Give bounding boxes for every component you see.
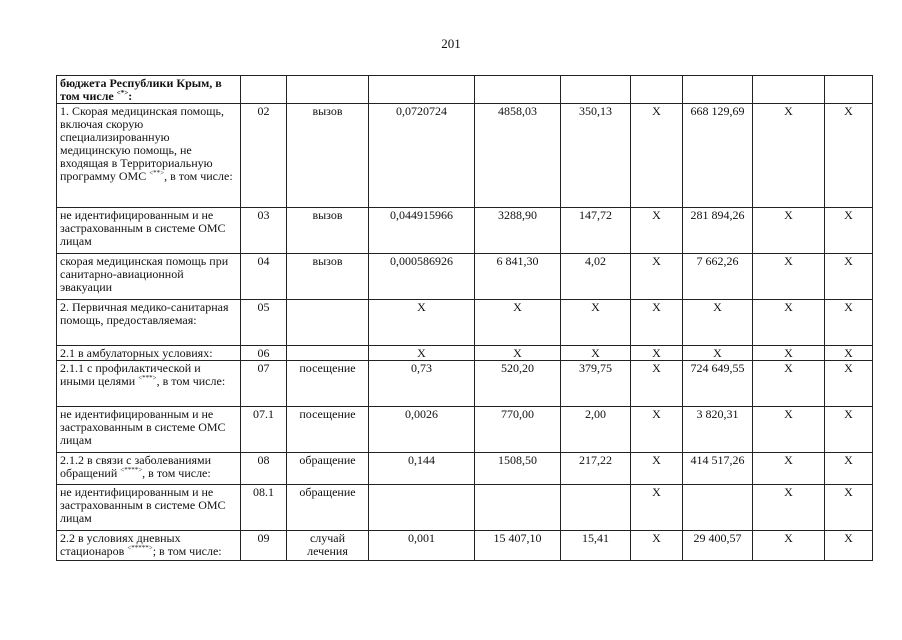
cell-c7: X (825, 254, 873, 300)
cell-c3: 379,75 (561, 361, 631, 407)
cell-c3: 15,41 (561, 531, 631, 561)
table-row (57, 485, 873, 531)
cell-c1: 0,0026 (369, 407, 475, 453)
row-label (57, 361, 241, 407)
cell-c4: X (631, 407, 683, 453)
row-label-text: бюджета Республики Крым, в том числе (60, 76, 222, 103)
cell-code: 07 (241, 361, 287, 407)
cell-c3: 4,02 (561, 254, 631, 300)
cell-c4: X (631, 531, 683, 561)
cell-c2: 1508,50 (475, 453, 561, 485)
cell-c3 (561, 485, 631, 531)
cell-c2: 4858,03 (475, 104, 561, 208)
cell-c4: X (631, 453, 683, 485)
cell-c7 (825, 76, 873, 104)
cell-c2: 3288,90 (475, 208, 561, 254)
cell-code: 03 (241, 208, 287, 254)
table-row (57, 531, 873, 561)
cell-c4: X (631, 104, 683, 208)
cell-c6: X (753, 361, 825, 407)
row-label-tail: , в том числе: (164, 169, 233, 183)
cell-c5: 7 662,26 (683, 254, 753, 300)
cell-c1: 0,73 (369, 361, 475, 407)
cell-c1: 0,044915966 (369, 208, 475, 254)
cell-c3: 217,22 (561, 453, 631, 485)
row-label (57, 407, 241, 453)
footnote-marker: <*****> (127, 544, 153, 552)
cell-unit: вызов (287, 254, 369, 300)
cell-c1: X (369, 346, 475, 361)
cell-c3: X (561, 346, 631, 361)
row-label-text: не идентифицированным и не застрахованным в системе ОМС лицам (60, 407, 226, 447)
row-label (57, 300, 241, 346)
cell-c7: X (825, 104, 873, 208)
cell-c4: X (631, 361, 683, 407)
cell-c1 (369, 76, 475, 104)
cell-c6 (753, 76, 825, 104)
cell-c2 (475, 76, 561, 104)
cell-c5: 668 129,69 (683, 104, 753, 208)
row-label-text: 2. Первичная медико-санитарная помощь, предоставляемая: (60, 300, 229, 327)
cell-c1: 0,144 (369, 453, 475, 485)
cell-c1: X (369, 300, 475, 346)
cell-c7: X (825, 300, 873, 346)
cell-c5: X (683, 346, 753, 361)
footnote-marker: <****> (120, 466, 143, 474)
cell-c7: X (825, 346, 873, 361)
cell-c6: X (753, 485, 825, 531)
cell-code: 08 (241, 453, 287, 485)
table-row (57, 361, 873, 407)
cell-c6: X (753, 407, 825, 453)
cell-c6: X (753, 254, 825, 300)
cell-c6: X (753, 104, 825, 208)
cell-c5 (683, 485, 753, 531)
cell-c4: X (631, 346, 683, 361)
cell-c1: 0,001 (369, 531, 475, 561)
cell-code (241, 76, 287, 104)
cell-c7: X (825, 453, 873, 485)
cell-c7: X (825, 407, 873, 453)
cell-c7: X (825, 208, 873, 254)
table-row (57, 407, 873, 453)
cell-c2: 15 407,10 (475, 531, 561, 561)
cell-c4: X (631, 485, 683, 531)
row-label-tail: , в том числе: (156, 374, 226, 388)
footnote-marker: <***> (138, 374, 157, 382)
cell-unit (287, 346, 369, 361)
table-row (57, 76, 873, 104)
cell-c7: X (825, 531, 873, 561)
page-number: 201 (441, 36, 461, 51)
row-label (57, 76, 241, 104)
table-row (57, 346, 873, 361)
cell-c2: 6 841,30 (475, 254, 561, 300)
cell-unit: посещение (287, 407, 369, 453)
cell-c3: X (561, 300, 631, 346)
cell-c4 (631, 76, 683, 104)
cell-c7: X (825, 361, 873, 407)
row-label (57, 485, 241, 531)
row-label-text: скорая медицинская помощь при санитарно-авиационной эвакуации (60, 254, 229, 294)
cell-c2: X (475, 346, 561, 361)
cell-c2: 520,20 (475, 361, 561, 407)
cell-c2 (475, 485, 561, 531)
row-label-tail: : (128, 89, 133, 103)
cell-c6: X (753, 346, 825, 361)
cell-code: 05 (241, 300, 287, 346)
row-label (57, 208, 241, 254)
cell-c4: X (631, 208, 683, 254)
cell-c5: 724 649,55 (683, 361, 753, 407)
cell-c3: 350,13 (561, 104, 631, 208)
table-row (57, 208, 873, 254)
cell-c5 (683, 76, 753, 104)
cell-code: 02 (241, 104, 287, 208)
cell-c4: X (631, 254, 683, 300)
cell-c5: 414 517,26 (683, 453, 753, 485)
cell-c5: 29 400,57 (683, 531, 753, 561)
row-label (57, 254, 241, 300)
cell-c4: X (631, 300, 683, 346)
cell-unit: обращение (287, 453, 369, 485)
row-label (57, 453, 241, 485)
cell-c6: X (753, 300, 825, 346)
cell-c2: 770,00 (475, 407, 561, 453)
cell-c1 (369, 485, 475, 531)
row-label-text: 2.2 в условиях дневных стационаров (60, 531, 181, 558)
row-label-tail: , в том числе: (142, 466, 211, 480)
row-label-text: не идентифицированным и не застрахованным в системе ОМС лицам (60, 485, 226, 525)
cell-c5: 3 820,31 (683, 407, 753, 453)
row-label-tail: ; в том числе: (152, 544, 222, 558)
cell-c2: X (475, 300, 561, 346)
cell-code: 09 (241, 531, 287, 561)
cell-code: 04 (241, 254, 287, 300)
row-label (57, 531, 241, 561)
table-row (57, 453, 873, 485)
cell-c6: X (753, 531, 825, 561)
row-label-text: не идентифицированным и не застрахованным в системе ОМС лицам (60, 208, 226, 248)
row-label-text: 2.1 в амбулаторных условиях: (60, 346, 213, 360)
cell-c7: X (825, 485, 873, 531)
cell-c1: 0,0720724 (369, 104, 475, 208)
footnote-marker: <**> (149, 169, 165, 177)
row-label-text: 1. Скорая медицинская помощь, включая скорую специализированную медицинскую помощь, не входящая в Территориальную программу ОМС (60, 104, 224, 183)
cell-unit (287, 76, 369, 104)
cell-c3: 147,72 (561, 208, 631, 254)
cell-c6: X (753, 208, 825, 254)
footnote-marker: <*> (116, 89, 129, 97)
data-table (56, 75, 873, 561)
cell-unit: случай лечения (287, 531, 369, 561)
cell-c6: X (753, 453, 825, 485)
table-row (57, 300, 873, 346)
cell-unit: вызов (287, 104, 369, 208)
cell-unit: посещение (287, 361, 369, 407)
row-label-text: 2.1.2 в связи с заболеваниями обращений (60, 453, 212, 480)
row-label (57, 104, 241, 208)
cell-unit: обращение (287, 485, 369, 531)
row-label-text: 2.1.1 с профилактической и иными целями (60, 361, 201, 388)
cell-code: 06 (241, 346, 287, 361)
cell-c5: X (683, 300, 753, 346)
cell-c3 (561, 76, 631, 104)
cell-code: 08.1 (241, 485, 287, 531)
cell-code: 07.1 (241, 407, 287, 453)
cell-unit (287, 300, 369, 346)
cell-unit: вызов (287, 208, 369, 254)
table-row (57, 104, 873, 208)
cell-c1: 0,000586926 (369, 254, 475, 300)
row-label (57, 346, 241, 361)
table-row (57, 254, 873, 300)
cell-c5: 281 894,26 (683, 208, 753, 254)
cell-c3: 2,00 (561, 407, 631, 453)
